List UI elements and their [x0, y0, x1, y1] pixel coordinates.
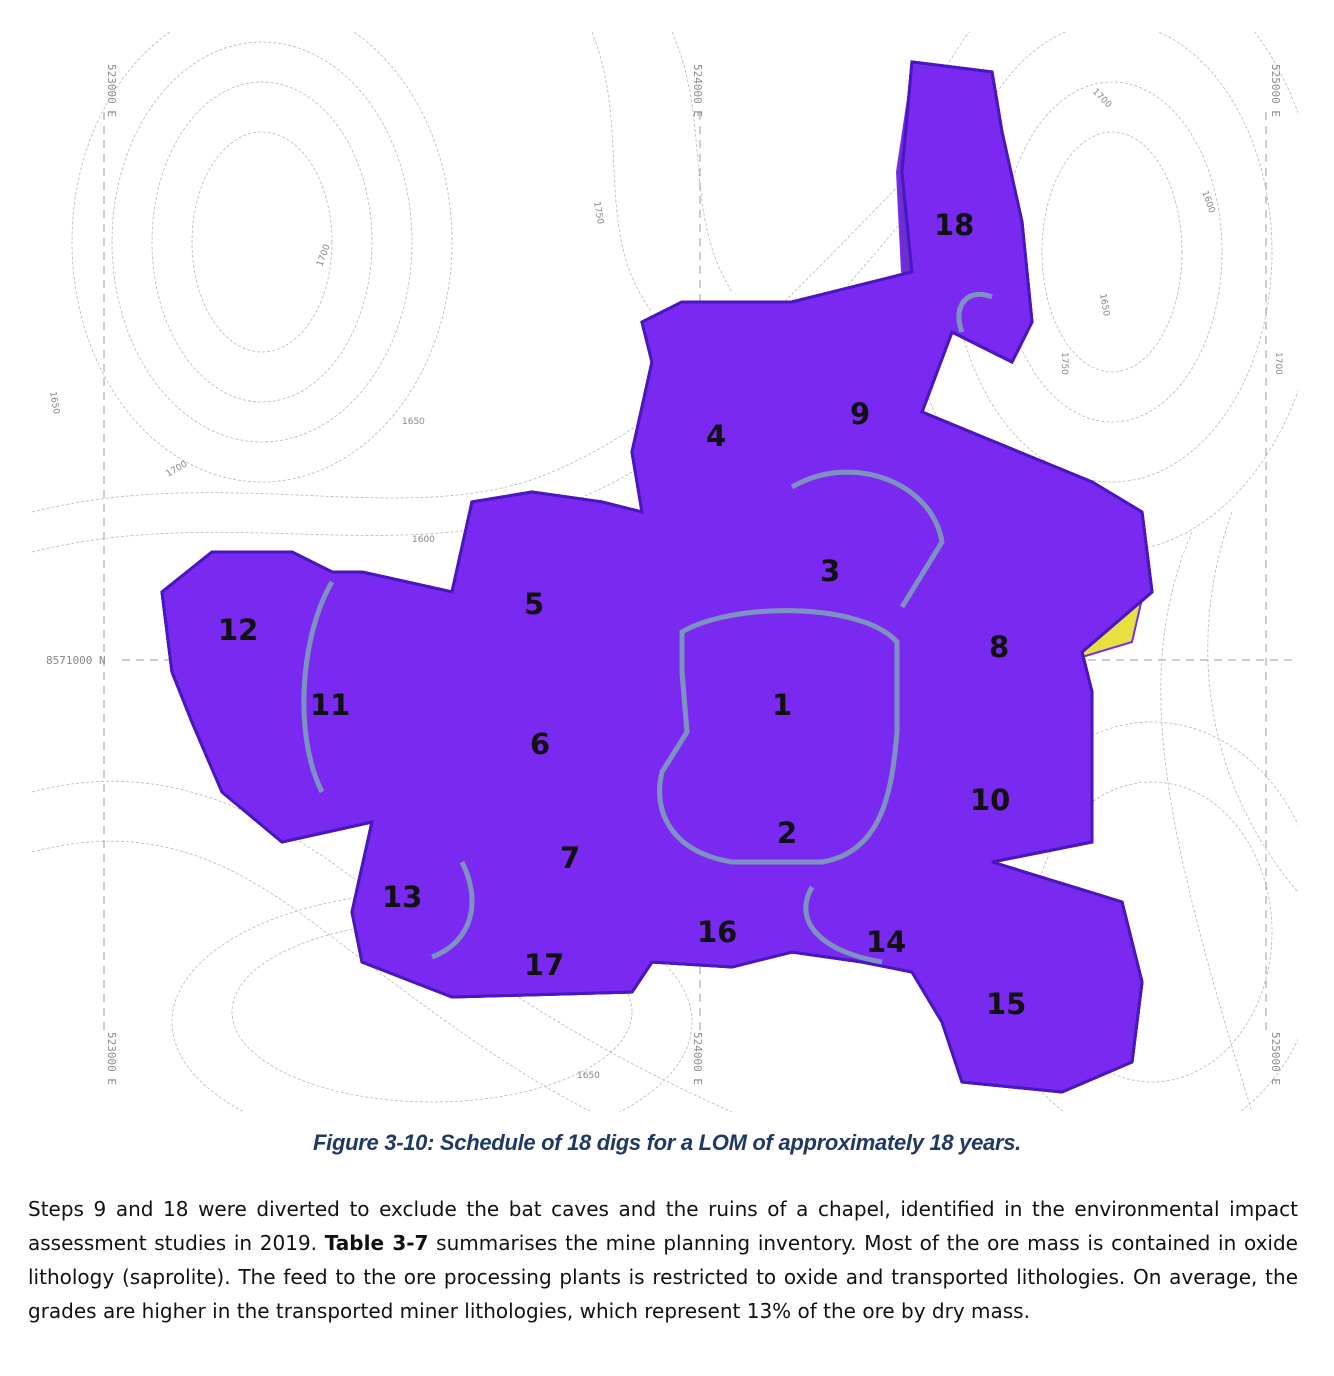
contour-label: 1700	[1273, 352, 1283, 375]
dig-label-2: 2	[777, 816, 798, 850]
body-paragraph	[28, 1192, 1298, 1328]
contour-label: 1600	[412, 535, 435, 545]
contour-label: 1700	[1089, 87, 1114, 111]
table-reference: Table 3-7	[324, 1231, 429, 1255]
northing-label: 8571000 N	[46, 654, 106, 667]
mine-plan-map	[32, 32, 1298, 1112]
dig-label-5: 5	[524, 587, 545, 621]
dig-label-4: 4	[706, 419, 727, 453]
easting-label-top-right: 525000 E	[1269, 64, 1282, 117]
easting-label-top-center: 524000 E	[691, 64, 704, 117]
dig-label-11: 11	[310, 688, 351, 722]
contour-label: 1600	[1199, 189, 1217, 215]
contour-label: 1650	[1097, 292, 1111, 318]
easting-label-bottom-center: 524000 E	[691, 1032, 704, 1085]
contour-label: 1750	[591, 200, 605, 226]
dig-label-18: 18	[934, 208, 975, 242]
figure-caption: Figure 3-10: Schedule of 18 digs for a LOM of approximately 18 years.	[313, 1130, 1021, 1155]
dig-label-3: 3	[820, 554, 841, 588]
paragraph-text: summarises the mine planning inventory. Most of the ore mass is contained in oxide lithology (saprolite). The feed to the ore processing plants is restricted to oxide and transported lithologies. On average, the grades are higher in the transported miner lithologies, which represent 13% of the ore by dry mass.	[28, 1231, 1298, 1323]
dig-label-7: 7	[560, 841, 581, 875]
contour-label: 1750	[1059, 352, 1069, 375]
dig-label-6: 6	[530, 727, 551, 761]
easting-label-top-left: 523000 E	[105, 64, 118, 117]
bench-texture	[162, 62, 1152, 1092]
contour-label: 1700	[164, 459, 190, 480]
easting-label-bottom-right: 525000 E	[1269, 1032, 1282, 1085]
contour-label: 1650	[402, 417, 425, 427]
map-canvas	[32, 32, 1298, 1112]
dig-label-15: 15	[986, 987, 1027, 1021]
contour-label: 1700	[315, 243, 333, 269]
dig-label-1: 1	[772, 688, 793, 722]
contour-label: 1650	[47, 390, 61, 416]
dig-label-16: 16	[697, 915, 738, 949]
easting-label-bottom-left: 523000 E	[105, 1032, 118, 1085]
dig-label-13: 13	[382, 880, 423, 914]
dig-label-12: 12	[218, 613, 259, 647]
dig-label-10: 10	[970, 783, 1011, 817]
dig-label-9: 9	[850, 397, 871, 431]
dig-label-17: 17	[524, 948, 565, 982]
dig-label-14: 14	[866, 925, 907, 959]
contour-label: 1650	[577, 1071, 600, 1081]
paragraph-text: Steps 9 and 18 were diverted to exclude the bat caves and the ruins of a chapel, identified in the environmental impact assessment studies in 2019.	[28, 1197, 1298, 1255]
dig-label-8: 8	[989, 630, 1010, 664]
